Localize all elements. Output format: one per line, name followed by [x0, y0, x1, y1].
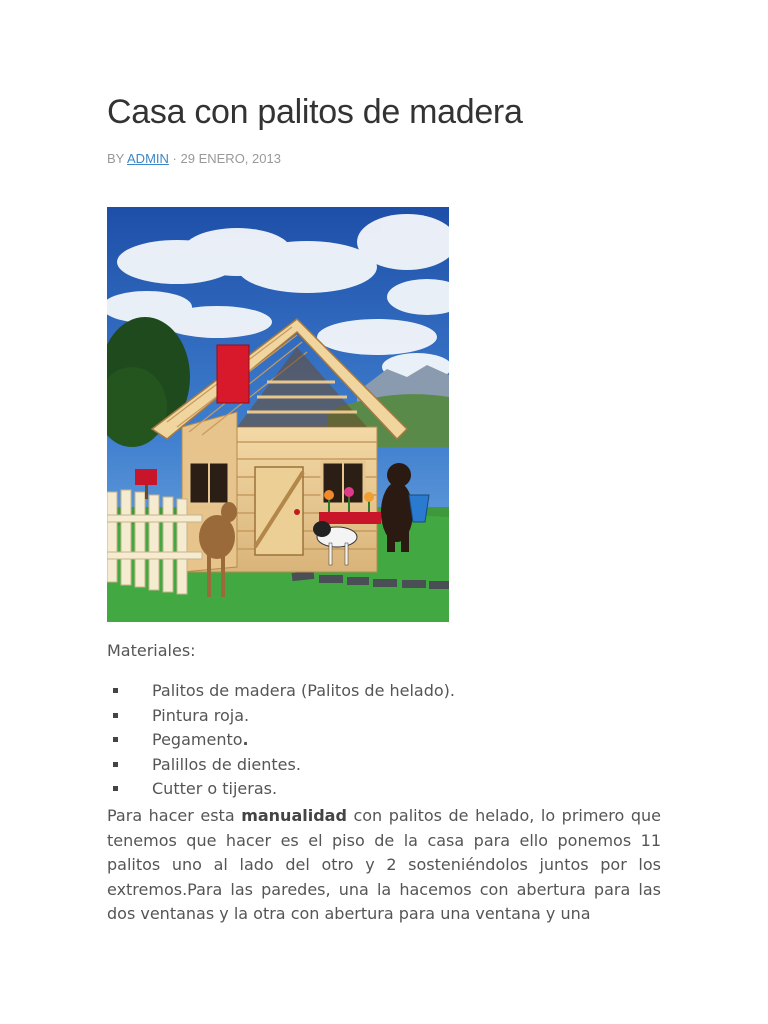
bullet-square-icon — [113, 688, 118, 693]
by-label: BY — [107, 151, 125, 166]
article-meta — [107, 151, 281, 166]
meta-separator: · — [172, 151, 177, 166]
materials-heading: Materiales: — [107, 641, 196, 660]
bullet-square-icon — [113, 737, 118, 742]
article-image — [107, 207, 449, 622]
post-date: 29 ENERO, 2013 — [180, 151, 281, 166]
article-body: Para hacer esta manualidad con palitos de helado, lo primero que tenemos que hacer es el piso de la casa para ello ponemos 11 palitos uno al lado del otro y 2 sosteniéndolos juntos por los extremos.Para las paredes, una la hacemos con abertura para las dos ventanas y la otra con abertura para una ventana y una — [107, 806, 661, 923]
popsicle-house-illustration — [107, 207, 449, 622]
author-link[interactable]: ADMIN — [127, 151, 169, 166]
list-item: Palitos de madera (Palitos de helado). — [107, 680, 455, 705]
list-item: Cutter o tijeras. — [107, 778, 455, 803]
materials-list — [107, 680, 455, 803]
bold-keyword: manualidad — [241, 806, 347, 825]
bullet-square-icon — [113, 762, 118, 767]
bullet-square-icon — [113, 786, 118, 791]
list-item: Pintura roja. — [107, 705, 455, 730]
list-item: Pegamento. — [107, 729, 455, 754]
article-title: Casa con palitos de madera — [107, 93, 523, 131]
bullet-square-icon — [113, 713, 118, 718]
list-item: Palillos de dientes. — [107, 754, 455, 779]
